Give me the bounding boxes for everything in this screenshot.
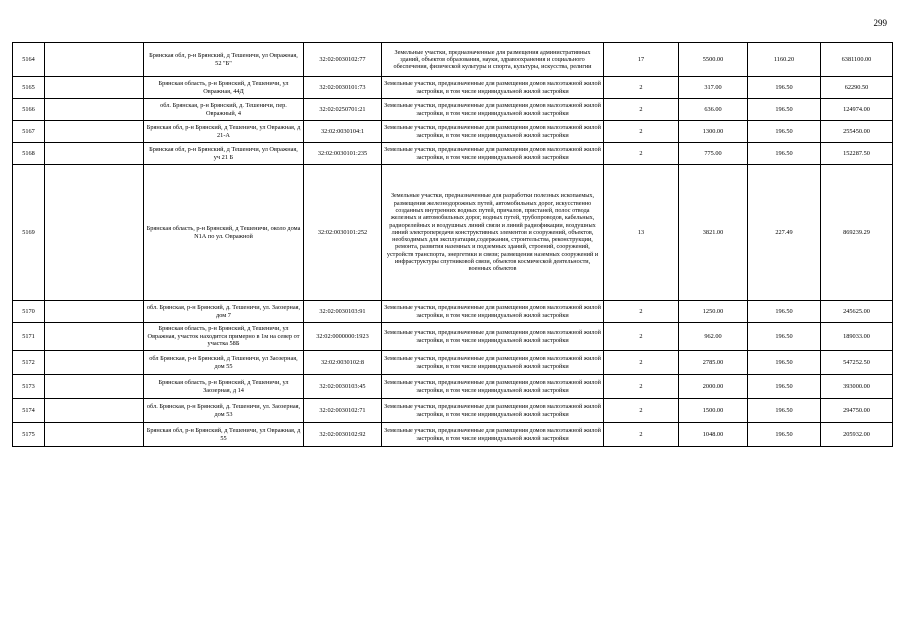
spacer-cell <box>45 77 144 99</box>
table-row <box>13 121 893 143</box>
cadastral-value-cell: 62290.50 <box>821 77 893 99</box>
area-cell: 1250.00 <box>679 301 748 323</box>
area-cell: 317.00 <box>679 77 748 99</box>
area-cell: 1300.00 <box>679 121 748 143</box>
area-cell: 5500.00 <box>679 43 748 77</box>
cadastral-value-cell: 393000.00 <box>821 375 893 399</box>
row-number: 5174 <box>13 399 45 423</box>
spacer-cell <box>45 399 144 423</box>
table-row <box>13 77 893 99</box>
cadastral-value-cell: 205932.00 <box>821 423 893 447</box>
cadastral-value-cell: 547252.50 <box>821 351 893 375</box>
table-row <box>13 351 893 375</box>
row-number: 5173 <box>13 375 45 399</box>
cadastral-value-cell: 245625.00 <box>821 301 893 323</box>
category-cell: 2 <box>604 143 679 165</box>
category-cell: 2 <box>604 77 679 99</box>
address-cell: Брянская обл, р-н Брянский, д Тешеничи, ул Овражная, д 55 <box>144 423 304 447</box>
table-row <box>13 423 893 447</box>
spacer-cell <box>45 423 144 447</box>
area-cell: 1048.00 <box>679 423 748 447</box>
row-number: 5165 <box>13 77 45 99</box>
rate-cell: 196.50 <box>748 399 821 423</box>
table-row <box>13 323 893 351</box>
land-use-cell: Земельные участки, предназначенные для размещения домов малоэтажной жилой застройки, в том числе индивидуальной жилой застройки <box>382 375 604 399</box>
cadastral-value-cell: 189033.00 <box>821 323 893 351</box>
land-registry-table <box>12 42 893 447</box>
category-cell: 2 <box>604 375 679 399</box>
spacer-cell <box>45 43 144 77</box>
cadastral-number-cell: 32:02:0030103:45 <box>304 375 382 399</box>
rate-cell: 196.50 <box>748 301 821 323</box>
land-use-cell: Земельные участки, предназначенные для разработки полезных ископаемых, размещения железнодорожных путей, автомобильных дорог, искусственно созданных внутренних водных путей, причалов, пристаней, полос отвода железных и автомобильных дорог, водных путей, трубопроводов, кабельных, радиорелейных и воздушных линий связи и линий радиофикации, воздушных линий электропередачи конструктивных элементов и сооружений, объектов, необходимых для эксплуатации,содержания, строительства, реконструкции, ремонта, развития наземных и подземных зданий, строений, сооружений, устройств транспорта, энергетики и связи; размещения наземных сооружений и инфраструктуры спутниковой связи, объектов космической деятельности, военных объектов <box>382 165 604 301</box>
category-cell: 2 <box>604 99 679 121</box>
rate-cell: 196.50 <box>748 375 821 399</box>
cadastral-value-cell: 152287.50 <box>821 143 893 165</box>
address-cell: обл. Брянская, р-н Брянский, д. Тешеничи, ул. Заозерная, дом 7 <box>144 301 304 323</box>
spacer-cell <box>45 121 144 143</box>
page-number: 299 <box>873 18 887 28</box>
cadastral-number-cell: 32:02:0030101:73 <box>304 77 382 99</box>
category-cell: 2 <box>604 351 679 375</box>
table-row <box>13 375 893 399</box>
rate-cell: 196.50 <box>748 77 821 99</box>
table-row <box>13 301 893 323</box>
category-cell: 2 <box>604 301 679 323</box>
land-use-cell: Земельные участки, предназначенные для размещения домов малоэтажной жилой застройки, в том числе индивидуальной жилой застройки <box>382 77 604 99</box>
land-use-cell: Земельные участки, предназначенные для размещения домов малоэтажной жилой застройки, в том числе индивидуальной жилой застройки <box>382 399 604 423</box>
cadastral-number-cell: 32:02:0030101:235 <box>304 143 382 165</box>
category-cell: 2 <box>604 423 679 447</box>
rate-cell: 196.50 <box>748 323 821 351</box>
row-number: 5168 <box>13 143 45 165</box>
rate-cell: 1160.20 <box>748 43 821 77</box>
area-cell: 962.00 <box>679 323 748 351</box>
land-use-cell: Земельные участки, предназначенные для размещения домов малоэтажной жилой застройки, в том числе индивидуальной жилой застройки <box>382 301 604 323</box>
rate-cell: 196.50 <box>748 423 821 447</box>
spacer-cell <box>45 375 144 399</box>
spacer-cell <box>45 351 144 375</box>
spacer-cell <box>45 301 144 323</box>
table-row <box>13 165 893 301</box>
area-cell: 775.00 <box>679 143 748 165</box>
address-cell: обл. Брянская, р-н Брянский, д. Тешеничи, пер. Овражный, 4 <box>144 99 304 121</box>
spacer-cell <box>45 323 144 351</box>
row-number: 5166 <box>13 99 45 121</box>
cadastral-number-cell: 32:02:0030101:252 <box>304 165 382 301</box>
cadastral-value-cell: 869239.29 <box>821 165 893 301</box>
address-cell: Брянская область, р-н Брянский, д Тешеничи, ул Овражная, участок находится примерно в 1м на север от участка 58Б <box>144 323 304 351</box>
cadastral-value-cell: 294750.00 <box>821 399 893 423</box>
rate-cell: 196.50 <box>748 143 821 165</box>
cadastral-number-cell: 32:02:0030103:91 <box>304 301 382 323</box>
category-cell: 13 <box>604 165 679 301</box>
land-use-cell: Земельные участки, предназначенные для размещения домов малоэтажной жилой застройки, в том числе индивидуальной жилой застройки <box>382 423 604 447</box>
rate-cell: 196.50 <box>748 99 821 121</box>
cadastral-number-cell: 32:02:0030102:71 <box>304 399 382 423</box>
address-cell: Брянская обл, р-н Брянский, д Тешеничи, ул Овражная, д 21-А <box>144 121 304 143</box>
table-row <box>13 99 893 121</box>
spacer-cell <box>45 165 144 301</box>
cadastral-number-cell: 32:02:0030102:92 <box>304 423 382 447</box>
address-cell: Брянская область, р-н Брянский, д Тешеничи, около дома N1А по ул. Овражной <box>144 165 304 301</box>
table-row <box>13 399 893 423</box>
cadastral-number-cell: 32:02:0030102:8 <box>304 351 382 375</box>
address-cell: Брянская область, р-н Брянский, д Тешеничи, ул Заозерная, д 14 <box>144 375 304 399</box>
cadastral-number-cell: 32:02:0000000:1923 <box>304 323 382 351</box>
address-cell: обл. Брянская, р-н Брянский, д. Тешеничи, ул. Заозерная, дом 53 <box>144 399 304 423</box>
category-cell: 2 <box>604 323 679 351</box>
row-number: 5167 <box>13 121 45 143</box>
cadastral-number-cell: 32:02:0030102:77 <box>304 43 382 77</box>
row-number: 5164 <box>13 43 45 77</box>
address-cell: обл Брянская, р-н Брянский, д Тешеничи, ул Заозерная, дом 55 <box>144 351 304 375</box>
category-cell: 17 <box>604 43 679 77</box>
address-cell: Брянская область, р-н Брянский, д Тешеничи, ул Овражная, 44Д <box>144 77 304 99</box>
rate-cell: 196.50 <box>748 121 821 143</box>
row-number: 5169 <box>13 165 45 301</box>
category-cell: 2 <box>604 121 679 143</box>
area-cell: 2785.00 <box>679 351 748 375</box>
cadastral-number-cell: 32:02:0030104:1 <box>304 121 382 143</box>
land-use-cell: Земельные участки, предназначенные для размещения домов малоэтажной жилой застройки, в том числе индивидуальной жилой застройки <box>382 143 604 165</box>
land-use-cell: Земельные участки, предназначенные для размещения домов малоэтажной жилой застройки, в том числе индивидуальной жилой застройки <box>382 121 604 143</box>
table-row <box>13 43 893 77</box>
table-row <box>13 143 893 165</box>
spacer-cell <box>45 143 144 165</box>
cadastral-value-cell: 6381100.00 <box>821 43 893 77</box>
land-use-cell: Земельные участки, предназначенные для размещения домов малоэтажной жилой застройки, в том числе индивидуальной жилой застройки <box>382 351 604 375</box>
area-cell: 1500.00 <box>679 399 748 423</box>
address-cell: Брянская обл, р-н Брянский, д Тешеничи, ул Овражная, уч 21 Б <box>144 143 304 165</box>
land-use-cell: Земельные участки, предназначенные для размещения административных зданий, объектов образования, науки, здравоохранения и социального обеспечения, физической культуры и спорта, культуры, искусства, религии <box>382 43 604 77</box>
row-number: 5172 <box>13 351 45 375</box>
cadastral-number-cell: 32:02:0250701:21 <box>304 99 382 121</box>
land-use-cell: Земельные участки, предназначенные для размещения домов малоэтажной жилой застройки, в том числе индивидуальной жилой застройки <box>382 323 604 351</box>
cadastral-value-cell: 124974.00 <box>821 99 893 121</box>
rate-cell: 227.49 <box>748 165 821 301</box>
category-cell: 2 <box>604 399 679 423</box>
row-number: 5170 <box>13 301 45 323</box>
spacer-cell <box>45 99 144 121</box>
area-cell: 3821.00 <box>679 165 748 301</box>
row-number: 5171 <box>13 323 45 351</box>
rate-cell: 196.50 <box>748 351 821 375</box>
cadastral-value-cell: 255450.00 <box>821 121 893 143</box>
land-use-cell: Земельные участки, предназначенные для размещения домов малоэтажной жилой застройки, в том числе индивидуальной жилой застройки <box>382 99 604 121</box>
area-cell: 636.00 <box>679 99 748 121</box>
row-number: 5175 <box>13 423 45 447</box>
address-cell: Брянская обл, р-н Брянский, д Тешеничи, ул Овражная, 52 "Б" <box>144 43 304 77</box>
area-cell: 2000.00 <box>679 375 748 399</box>
